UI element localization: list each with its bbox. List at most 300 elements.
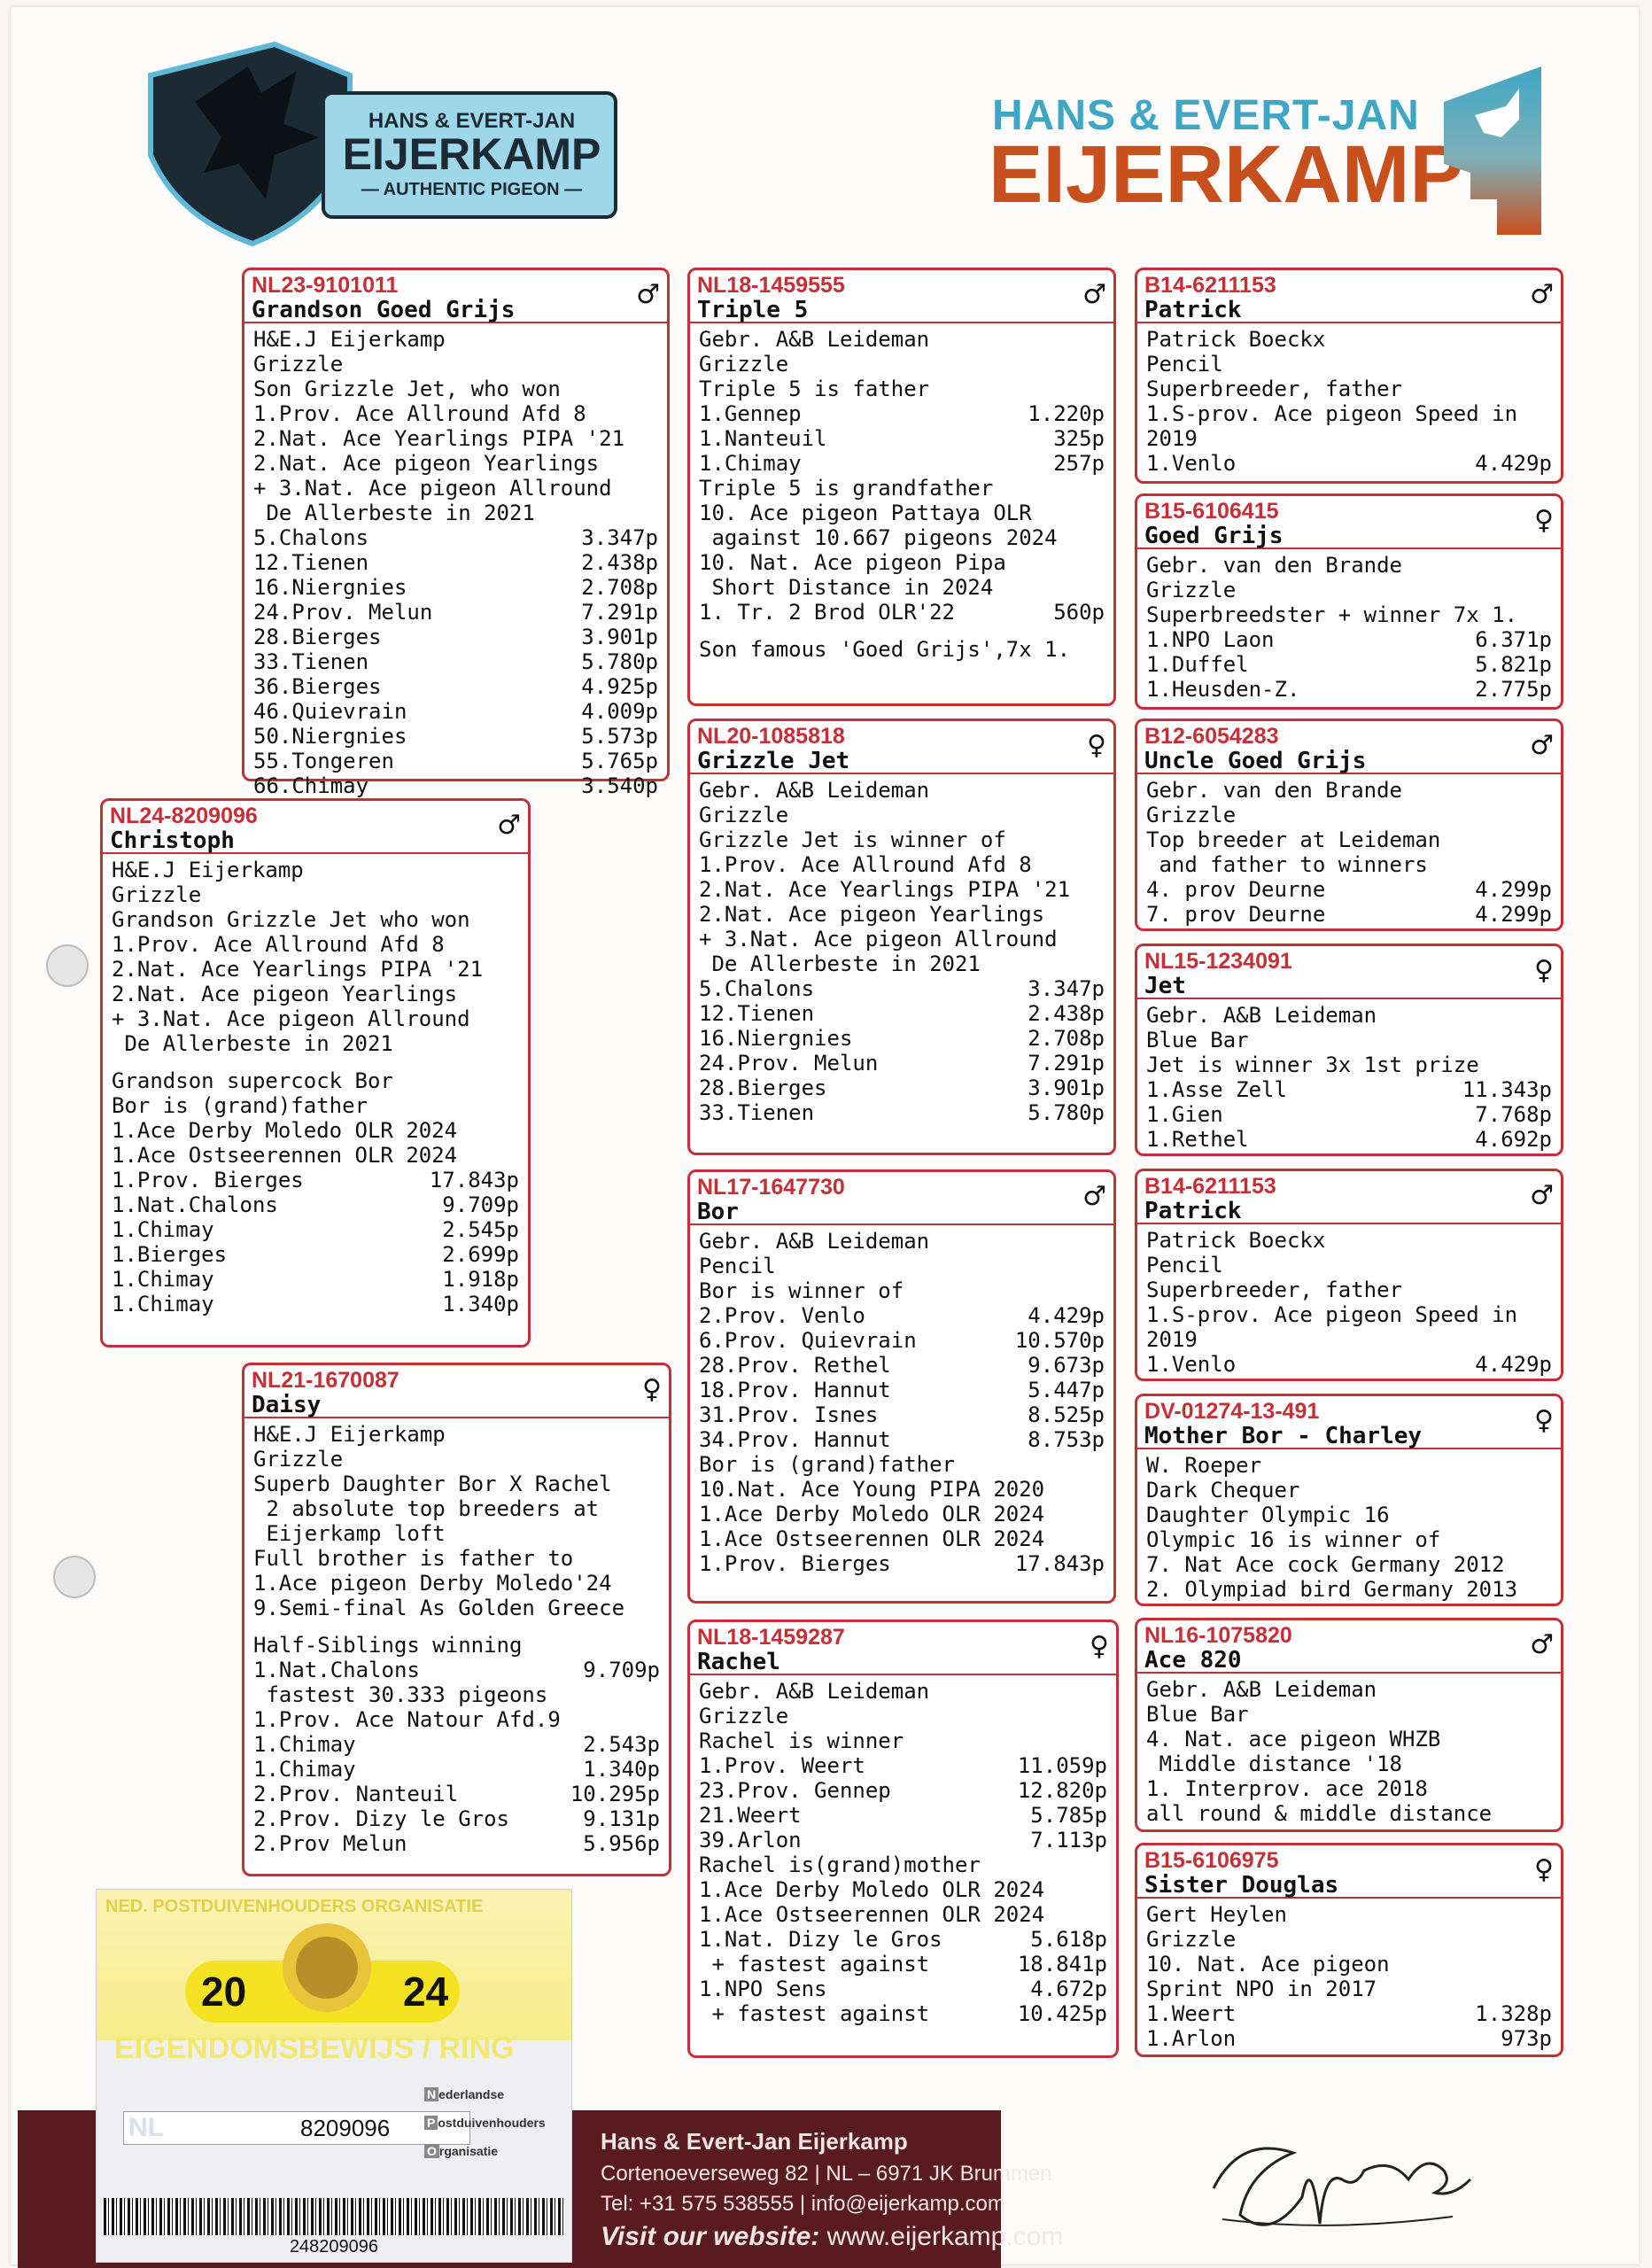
pedigree-line xyxy=(1146,1253,1552,1278)
result-text: 12.Tienen xyxy=(699,1001,815,1026)
result-prize-count: 8.753p xyxy=(1028,1427,1105,1452)
pedigree-line xyxy=(699,1051,1105,1076)
pedigree-line xyxy=(1146,1302,1552,1327)
ring-card-number: 8209096 xyxy=(300,2115,391,2141)
result-text: 1.Prov. Bierges xyxy=(699,1551,891,1576)
pedigree-line xyxy=(1146,652,1552,677)
result-text: Gebr. van den Brande xyxy=(1146,778,1402,803)
pedigree-line xyxy=(1146,1352,1552,1377)
pedigree-line xyxy=(1146,1127,1552,1152)
pigeon-name: Christoph xyxy=(110,827,235,854)
result-text: Superbreedster + winner 7x 1. xyxy=(1146,602,1518,627)
pedigree-line xyxy=(699,1303,1105,1328)
pedigree-line xyxy=(112,1068,519,1093)
result-text: 7. prov Deurne xyxy=(1146,902,1326,927)
result-text: Gebr. A&B Leideman xyxy=(699,327,930,352)
result-prize-count: 3.901p xyxy=(581,625,658,649)
result-prize-count: 2.545p xyxy=(442,1217,519,1242)
pedigree-line xyxy=(699,426,1105,451)
result-prize-count: 9.709p xyxy=(442,1192,519,1217)
pedigree-line xyxy=(253,1571,660,1596)
pedigree-line xyxy=(112,1242,519,1267)
pigeon-name: Rachel xyxy=(697,1649,780,1675)
pedigree-line xyxy=(699,1852,1107,1877)
result-prize-count: 5.785p xyxy=(1030,1803,1107,1828)
result-text: 2.Prov. Nanteuil xyxy=(253,1782,459,1806)
pigeon-name: Patrick xyxy=(1144,1198,1242,1224)
pedigree-lines xyxy=(1137,774,1561,927)
result-text: Sprint NPO in 2017 xyxy=(1146,1977,1377,2001)
pedigree-line xyxy=(699,1927,1107,1952)
result-text: 1.S-prov. Ace pigeon Speed in xyxy=(1146,401,1518,426)
website-link[interactable]: www.eijerkamp.com xyxy=(826,2222,1064,2251)
pedigree-line xyxy=(699,1378,1105,1402)
pedigree-line xyxy=(699,1076,1105,1100)
pedigree-line xyxy=(112,907,519,932)
pedigree-line xyxy=(699,637,1105,662)
pedigree-lines xyxy=(1137,1224,1561,1377)
pedigree-line xyxy=(699,1828,1107,1852)
result-text: 7. Nat Ace cock Germany 2012 xyxy=(1146,1552,1505,1577)
pedigree-line xyxy=(699,1728,1107,1753)
pedigree-line xyxy=(253,377,658,401)
ring-number: NL21-1670087 xyxy=(252,1368,399,1393)
result-text: 28.Bierges xyxy=(253,625,382,649)
result-prize-count: 4.009p xyxy=(581,699,658,724)
barcode-image xyxy=(104,2198,564,2235)
result-text: 1.Chimay xyxy=(699,451,802,476)
ring-number: NL16-1075820 xyxy=(1144,1623,1292,1648)
pigeon-card-sister-douglas xyxy=(1135,1843,1563,2057)
result-prize-count: 325p xyxy=(1053,426,1105,451)
result-text: De Allerbeste in 2021 xyxy=(699,951,981,976)
pedigree-line xyxy=(1146,2026,1552,2051)
pedigree-line xyxy=(699,401,1105,426)
result-text: Grizzle xyxy=(253,1447,344,1472)
result-text: 39.Arlon xyxy=(699,1828,802,1852)
pedigree-lines xyxy=(1137,323,1561,476)
result-prize-count: 5.780p xyxy=(581,649,658,674)
result-text: Grizzle xyxy=(253,352,344,377)
ring-card-year-left: 20 xyxy=(201,1969,247,2015)
pedigree-line xyxy=(699,951,1105,976)
result-text: against 10.667 pigeons 2024 xyxy=(699,525,1058,550)
result-text: Grandson supercock Bor xyxy=(112,1068,393,1093)
result-text: Gebr. A&B Leideman xyxy=(699,1679,930,1704)
pedigree-lines xyxy=(244,1418,669,1856)
result-text: Full brother is father to xyxy=(253,1546,574,1571)
pedigree-line xyxy=(699,1402,1105,1427)
result-text: 4. prov Deurne xyxy=(1146,877,1326,902)
sticker-line3: — AUTHENTIC PIGEON — xyxy=(361,180,583,199)
pedigree-line xyxy=(699,600,1105,625)
pedigree-line xyxy=(699,1952,1107,1977)
sticker-line1: HANS & EVERT-JAN xyxy=(368,109,576,133)
result-prize-count: 17.843p xyxy=(1014,1551,1105,1576)
ring-card-country: NL xyxy=(128,2113,164,2142)
ring-number: B12-6054283 xyxy=(1144,724,1279,749)
pedigree-line xyxy=(1146,1702,1552,1727)
pedigree-line xyxy=(699,451,1105,476)
result-text: 21.Weert xyxy=(699,1803,802,1828)
result-prize-count: 2.438p xyxy=(1028,1001,1105,1026)
pedigree-line xyxy=(1146,803,1552,827)
result-text: 1.Prov. Ace Allround Afd 8 xyxy=(699,852,1032,877)
result-text: 1.NPO Laon xyxy=(1146,627,1275,652)
pedigree-line xyxy=(1146,1677,1552,1702)
pigeon-card-triple-5 xyxy=(687,268,1116,706)
result-prize-count: 2.775p xyxy=(1475,677,1552,702)
pedigree-line xyxy=(253,451,658,476)
result-text: 6.Prov. Quievrain xyxy=(699,1328,917,1353)
pedigree-line xyxy=(1146,1077,1552,1102)
result-text: 2.Nat. Ace pigeon Yearlings xyxy=(253,451,600,476)
result-text: 1.Chimay xyxy=(253,1757,356,1782)
pedigree-line xyxy=(1146,1003,1552,1028)
pigeon-name: Grandson Goed Grijs xyxy=(252,297,516,323)
pigeon-card-jet xyxy=(1135,944,1563,1156)
pedigree-lines xyxy=(1137,1674,1561,1826)
pedigree-line xyxy=(1146,902,1552,927)
result-text: 1.Gien xyxy=(1146,1102,1223,1127)
footer-contact: Tel: +31 575 538555 | info@eijerkamp.com xyxy=(601,2192,1005,2216)
pedigree-line xyxy=(1146,627,1552,652)
pigeon-card-patrick xyxy=(1135,268,1563,484)
pedigree-line xyxy=(253,1682,660,1707)
pedigree-line xyxy=(1146,578,1552,602)
result-text: 2019 xyxy=(1146,1327,1198,1352)
result-text: Top breeder at Leideman xyxy=(1146,827,1441,852)
pedigree-lines xyxy=(244,323,667,798)
pedigree-line xyxy=(1146,553,1552,578)
result-text: 1.Prov. Ace Allround Afd 8 xyxy=(112,932,445,957)
pedigree-lines xyxy=(1137,1899,1561,2051)
result-text: 1.Ace Derby Moledo OLR 2024 xyxy=(699,1502,1045,1526)
pedigree-line xyxy=(699,803,1105,827)
pedigree-line xyxy=(1146,1478,1552,1503)
result-prize-count: 973p xyxy=(1501,2026,1552,2051)
result-text: 10. Ace pigeon Pattaya OLR xyxy=(699,501,1032,525)
result-text: Superbreeder, father xyxy=(1146,377,1402,401)
pedigree-line xyxy=(112,982,519,1006)
result-text: 1.Ace Ostseerennen OLR 2024 xyxy=(699,1526,1045,1551)
result-text: 12.Tienen xyxy=(253,550,369,575)
result-text: 2. Olympiad bird Germany 2013 xyxy=(1146,1577,1518,1602)
ring-number: NL23-9101011 xyxy=(252,273,399,298)
result-text: Half-Siblings winning xyxy=(253,1633,523,1658)
result-text: 1.Nat. Dizy le Gros xyxy=(699,1927,942,1952)
pedigree-line xyxy=(253,1707,660,1732)
ring-number: NL18-1459555 xyxy=(697,273,845,298)
pigeon-name: Daisy xyxy=(252,1392,322,1418)
pedigree-line xyxy=(1146,1527,1552,1552)
result-prize-count: 3.347p xyxy=(581,525,658,550)
pedigree-line xyxy=(699,1704,1107,1728)
pigeon-name: Grizzle Jet xyxy=(697,748,850,774)
pedigree-line xyxy=(699,1803,1107,1828)
pedigree-lines xyxy=(690,774,1113,1125)
result-prize-count: 7.291p xyxy=(1028,1051,1105,1076)
pedigree-line xyxy=(699,1679,1107,1704)
result-text: 1.Prov. Bierges xyxy=(112,1168,304,1192)
footer-name: Hans & Evert-Jan Eijerkamp xyxy=(601,2128,908,2155)
result-text: 18.Prov. Hannut xyxy=(699,1378,891,1402)
result-text: Blue Bar xyxy=(1146,1702,1249,1727)
result-text: 1.Weert xyxy=(1146,2001,1237,2026)
result-prize-count: 5.573p xyxy=(581,724,658,749)
pedigree-line xyxy=(699,352,1105,377)
result-prize-count: 1.220p xyxy=(1028,401,1105,426)
pedigree-line xyxy=(1146,1727,1552,1751)
pigeon-card-ace-820 xyxy=(1135,1618,1563,1832)
result-prize-count: 5.821p xyxy=(1475,652,1552,677)
pedigree-line xyxy=(253,1633,660,1658)
pedigree-line xyxy=(1146,778,1552,803)
result-text: 33.Tienen xyxy=(253,649,369,674)
pedigree-line xyxy=(253,625,658,649)
pedigree-line xyxy=(699,827,1105,852)
result-prize-count: 12.820p xyxy=(1017,1778,1107,1803)
pedigree-line xyxy=(112,1217,519,1242)
female-sex-icon: ♀ xyxy=(1534,1405,1554,1436)
pedigree-line xyxy=(699,2001,1107,2026)
result-text: 66.Chimay xyxy=(253,773,369,798)
result-text: Middle distance '18 xyxy=(1146,1751,1402,1776)
pedigree-line xyxy=(253,649,658,674)
barcode-number: 248209096 xyxy=(289,2237,379,2256)
pigeon-card-uncle-goed-grijs xyxy=(1135,718,1563,931)
signature-image xyxy=(1187,2117,1488,2250)
pedigree-line xyxy=(253,1496,660,1521)
result-text: 1.Venlo xyxy=(1146,451,1237,476)
punch-hole xyxy=(53,1556,96,1598)
pedigree-line xyxy=(253,1782,660,1806)
pedigree-line xyxy=(253,1546,660,1571)
result-text: Triple 5 is grandfather xyxy=(699,476,994,501)
result-text: 1.Ace Ostseerennen OLR 2024 xyxy=(699,1902,1045,1927)
result-text: 2.Nat. Ace pigeon Yearlings xyxy=(699,902,1045,927)
pedigree-line xyxy=(699,1502,1105,1526)
pedigree-line xyxy=(699,377,1105,401)
result-text: 5.Chalons xyxy=(699,976,815,1001)
pedigree-line xyxy=(699,1026,1105,1051)
pigeon-card-grizzle-jet xyxy=(687,718,1116,1155)
male-sex-icon: ♂ xyxy=(1530,730,1554,761)
result-text: Pencil xyxy=(1146,1253,1223,1278)
pedigree-line xyxy=(699,778,1105,803)
pedigree-line xyxy=(1146,352,1552,377)
result-text: Grizzle xyxy=(699,352,789,377)
result-text: Gebr. van den Brande xyxy=(1146,553,1402,578)
result-text: Bor is (grand)father xyxy=(112,1093,368,1118)
result-prize-count: 2.708p xyxy=(581,575,658,600)
result-text: De Allerbeste in 2021 xyxy=(253,501,535,525)
result-text: 2019 xyxy=(1146,426,1198,451)
result-text: Grizzle Jet is winner of xyxy=(699,827,1006,852)
pedigree-line xyxy=(253,1472,660,1496)
pedigree-line xyxy=(699,927,1105,951)
pedigree-lines xyxy=(1137,1449,1561,1602)
female-sex-icon: ♀ xyxy=(1090,1631,1109,1662)
pedigree-line xyxy=(699,525,1105,550)
result-text: Gert Heylen xyxy=(1146,1902,1287,1927)
ring-card-org3: rganisatie xyxy=(438,2144,499,2158)
pedigree-line xyxy=(699,1778,1107,1803)
pedigree-line xyxy=(1146,1577,1552,1602)
result-prize-count: 10.425p xyxy=(1017,2001,1107,2026)
pedigree-line xyxy=(699,501,1105,525)
pedigree-lines xyxy=(690,323,1113,662)
pedigree-line xyxy=(253,327,658,352)
ring-number: B15-6106415 xyxy=(1144,499,1279,524)
pedigree-line xyxy=(1146,2001,1552,2026)
result-text: 2.Prov. Venlo xyxy=(699,1303,865,1328)
result-prize-count: 18.841p xyxy=(1017,1952,1107,1977)
male-sex-icon: ♂ xyxy=(636,279,660,310)
result-text: 1.Prov. Weert xyxy=(699,1753,865,1778)
male-sex-icon: ♂ xyxy=(497,810,521,841)
result-text: 1.Chimay xyxy=(112,1267,214,1292)
result-prize-count: 7.768p xyxy=(1475,1102,1552,1127)
pedigree-line xyxy=(699,1353,1105,1378)
pedigree-line xyxy=(699,1877,1107,1902)
result-text: 10. Nat. Ace pigeon Pipa xyxy=(699,550,1006,575)
pedigree-line xyxy=(699,476,1105,501)
result-prize-count: 4.429p xyxy=(1028,1303,1105,1328)
pedigree-lines xyxy=(1137,999,1561,1152)
result-text: Gebr. A&B Leideman xyxy=(1146,1003,1377,1028)
pedigree-line xyxy=(699,1477,1105,1502)
result-text: 1.Ace Ostseerennen OLR 2024 xyxy=(112,1143,458,1168)
result-prize-count: 1.918p xyxy=(442,1267,519,1292)
result-prize-count: 7.113p xyxy=(1030,1828,1107,1852)
ring-number: DV-01274-13-491 xyxy=(1144,1399,1320,1424)
pedigree-line xyxy=(253,1806,660,1831)
pedigree-line xyxy=(1146,1977,1552,2001)
pedigree-line xyxy=(112,858,519,882)
result-text: Eijerkamp loft xyxy=(253,1521,446,1546)
result-text: 1.Nat.Chalons xyxy=(253,1658,420,1682)
ring-number: NL24-8209096 xyxy=(110,804,258,828)
pedigree-lines xyxy=(1137,549,1561,702)
result-text: 24.Prov. Melun xyxy=(699,1051,879,1076)
result-text: Pencil xyxy=(1146,352,1223,377)
result-text: 1. Interprov. ace 2018 xyxy=(1146,1776,1428,1801)
pedigree-line xyxy=(112,1168,519,1192)
result-text: Bor is winner of xyxy=(699,1278,904,1303)
male-sex-icon: ♂ xyxy=(1530,279,1554,310)
result-text: H&E.J Eijerkamp xyxy=(253,327,446,352)
pigeon-name: Ace 820 xyxy=(1144,1647,1242,1674)
result-text: 2.Nat. Ace Yearlings PIPA '21 xyxy=(699,877,1071,902)
ring-card-year-right: 24 xyxy=(403,1969,449,2015)
ring-number: NL18-1459287 xyxy=(697,1625,845,1650)
result-prize-count: 4.299p xyxy=(1475,877,1552,902)
pedigree-line xyxy=(699,902,1105,927)
pedigree-line xyxy=(1146,426,1552,451)
pedigree-line xyxy=(1146,401,1552,426)
logo-line2: EIJERKAMP xyxy=(989,129,1464,220)
result-prize-count: 9.673p xyxy=(1028,1353,1105,1378)
result-text: 46.Quievrain xyxy=(253,699,407,724)
ring-number: B15-6106975 xyxy=(1144,1848,1279,1873)
ring-card-org1: ederlandse xyxy=(438,2087,505,2101)
result-prize-count: 5.618p xyxy=(1030,1927,1107,1952)
lion-emblem-icon xyxy=(278,1915,376,2021)
result-text: 2.Nat. Ace Yearlings PIPA '21 xyxy=(112,957,484,982)
pedigree-line xyxy=(1146,1278,1552,1302)
result-prize-count: 9.131p xyxy=(583,1806,660,1831)
pigeon-card-rachel xyxy=(687,1619,1119,2058)
result-text: Short Distance in 2024 xyxy=(699,575,994,600)
pedigree-line xyxy=(1146,451,1552,476)
result-prize-count: 7.291p xyxy=(581,600,658,625)
pedigree-line xyxy=(253,550,658,575)
result-prize-count: 5.780p xyxy=(1028,1100,1105,1125)
result-text: Grizzle xyxy=(699,1704,789,1728)
footer-address: Cortenoeverseweg 82 | NL – 6971 JK Brummen xyxy=(601,2162,1052,2186)
result-prize-count: 5.956p xyxy=(583,1831,660,1856)
pedigree-line xyxy=(699,877,1105,902)
result-text: 1.Prov. Ace Natour Afd.9 xyxy=(253,1707,561,1732)
pedigree-line xyxy=(699,327,1105,352)
pedigree-line xyxy=(253,426,658,451)
result-text: Son famous 'Goed Grijs',7x 1. xyxy=(699,637,1071,662)
pedigree-line xyxy=(1146,1228,1552,1253)
result-text: 55.Tongeren xyxy=(253,749,394,773)
result-text: H&E.J Eijerkamp xyxy=(253,1422,446,1447)
ring-card-title: NED. POSTDUIVENHOUDERS ORGANISATIE xyxy=(105,1897,484,1916)
result-text: 28.Bierges xyxy=(699,1076,827,1100)
pedigree-line xyxy=(253,1658,660,1682)
pigeon-name: Uncle Goed Grijs xyxy=(1144,748,1367,774)
pedigree-line xyxy=(112,1031,519,1056)
result-text: 4. Nat. ace pigeon WHZB xyxy=(1146,1727,1441,1751)
ring-number: B14-6211153 xyxy=(1144,273,1276,298)
pedigree-line xyxy=(699,1278,1105,1303)
result-text: 16.Niergnies xyxy=(699,1026,853,1051)
result-text: Patrick Boeckx xyxy=(1146,1228,1326,1253)
pedigree-line xyxy=(1146,1453,1552,1478)
result-text: 1.Ace Derby Moledo OLR 2024 xyxy=(112,1118,458,1143)
result-text: fastest 30.333 pigeons xyxy=(253,1682,548,1707)
result-text: 1. Tr. 2 Brod OLR'22 xyxy=(699,600,955,625)
male-sex-icon: ♂ xyxy=(1530,1629,1554,1660)
pigeon-name: Jet xyxy=(1144,973,1186,999)
result-prize-count: 4.299p xyxy=(1475,902,1552,927)
pedigree-line xyxy=(699,575,1105,600)
pedigree-line xyxy=(1146,1902,1552,1927)
result-prize-count: 6.371p xyxy=(1475,627,1552,652)
male-sex-icon: ♂ xyxy=(1530,1180,1554,1211)
pedigree-line xyxy=(699,1452,1105,1477)
result-text: Olympic 16 is winner of xyxy=(1146,1527,1441,1552)
result-text: Rachel is winner xyxy=(699,1728,904,1753)
result-text: 1.Prov. Ace Allround Afd 8 xyxy=(253,401,586,426)
pedigree-line xyxy=(1146,852,1552,877)
female-sex-icon: ♀ xyxy=(1534,505,1554,536)
ring-number: B14-6211153 xyxy=(1144,1174,1276,1199)
result-text: Grandson Grizzle Jet who won xyxy=(112,907,470,932)
pedigree-line xyxy=(1146,377,1552,401)
result-text: Rachel is(grand)mother xyxy=(699,1852,981,1877)
result-text: 36.Bierges xyxy=(253,674,382,699)
result-prize-count: 5.447p xyxy=(1028,1378,1105,1402)
pedigree-lines xyxy=(690,1675,1116,2026)
pedigree-line xyxy=(699,852,1105,877)
result-text: 1.Heusden-Z. xyxy=(1146,677,1300,702)
result-text: 1.Chimay xyxy=(253,1732,356,1757)
